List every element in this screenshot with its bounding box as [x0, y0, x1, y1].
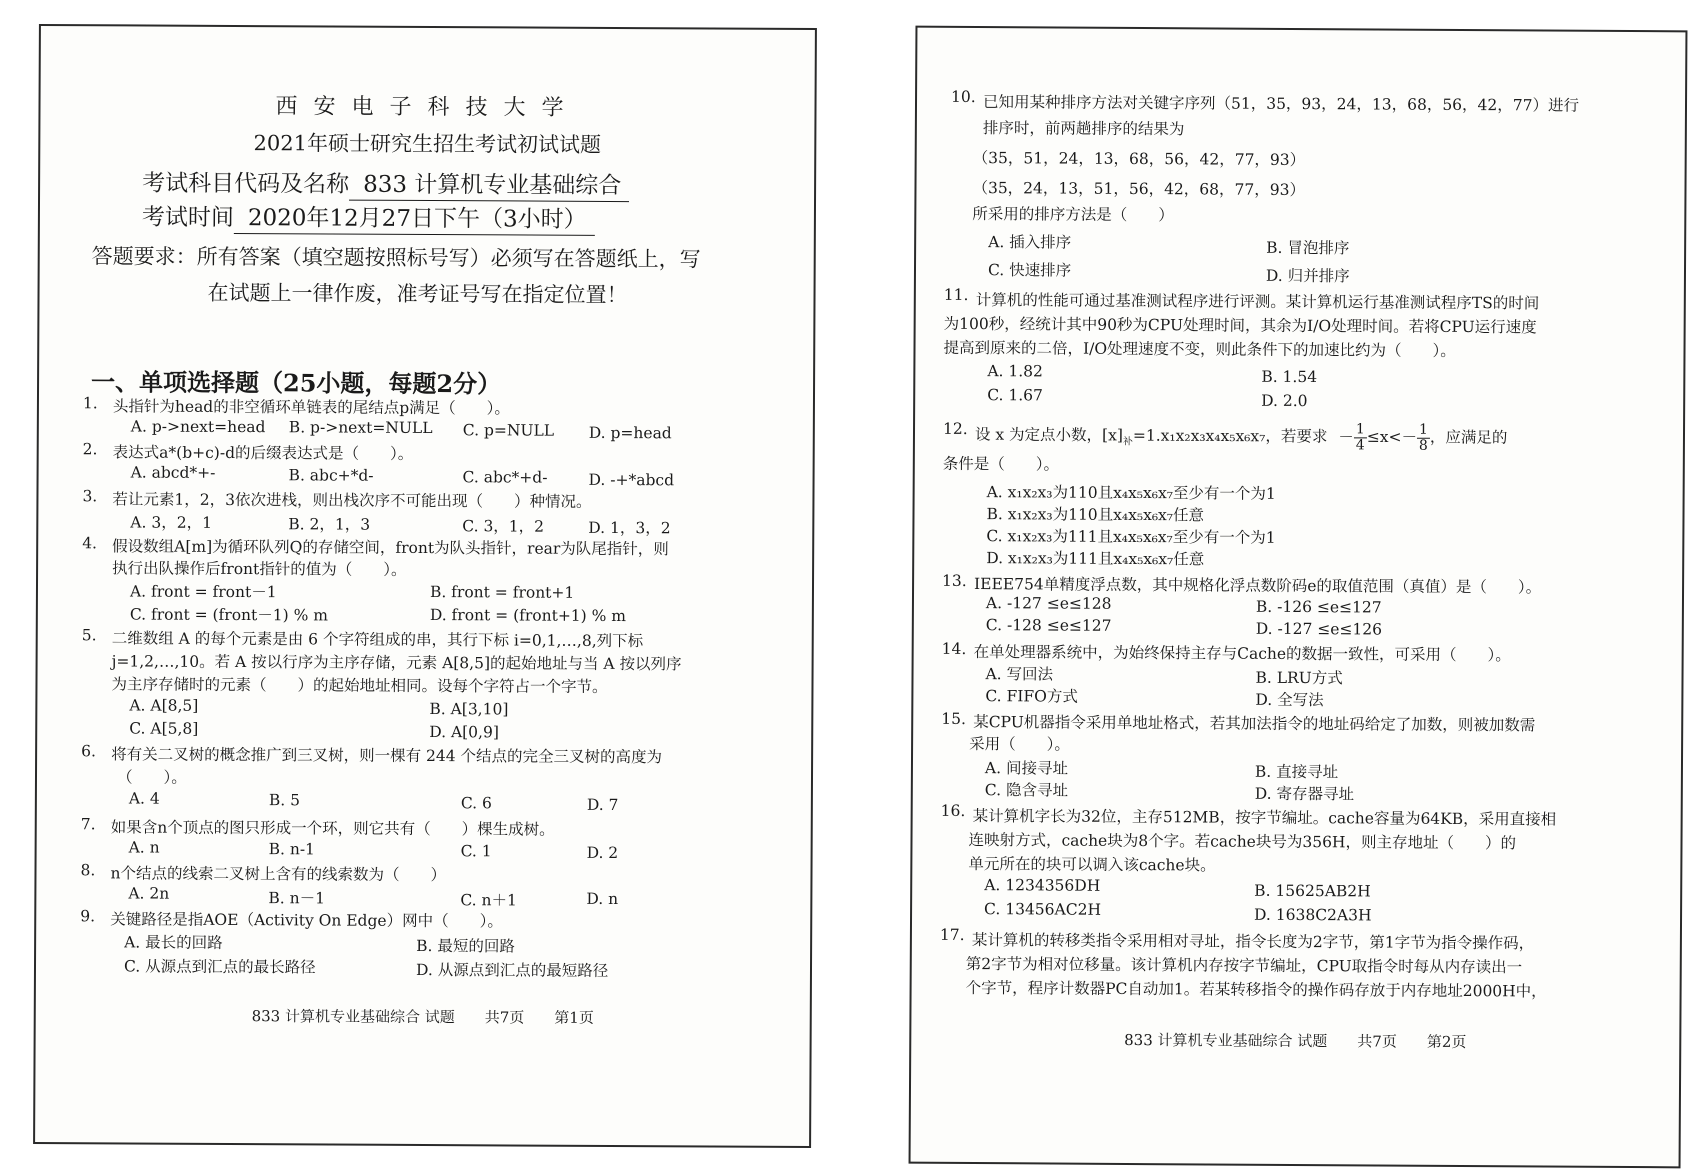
option: B. 直接寻址	[1254, 762, 1339, 782]
option: D. -+*abcd	[588, 470, 675, 490]
option: C. 1.67	[987, 386, 1043, 405]
question-text: 已知用某种排序方法对关键字序列（51，35，93，24，13，68，56，42，77）进行	[982, 93, 1580, 115]
option: A. -127 ≤e≤128	[985, 594, 1112, 613]
option: A. 最长的回路	[124, 933, 223, 952]
page-footer: 833 计算机专业基础综合 试题 共7页 第1页	[251, 1007, 594, 1027]
question-number: 17.	[939, 925, 965, 944]
university-name: 西安电子科技大学	[275, 94, 580, 121]
question-text: 为主序存储时的元素（ ）的起始地址相同。设每个字符占一个字节。	[111, 675, 608, 696]
option: C. 隐含寻址	[984, 781, 1069, 800]
question-text: 某CPU机器指令采用单地址格式，若其加法指令的地址码给定了加数，则被加数需	[973, 713, 1536, 735]
question-number: 10.	[950, 87, 976, 107]
option: A. front = front－1	[129, 582, 277, 602]
question-text: 设 x 为定点小数，$[x]_补=1.x_1x_2x_3x_4x_5x_6x_7$，若要求 － $\frac{1}{4}$ ≤x<－ $\frac{1}{8}$ ，应满足的	[974, 421, 1508, 454]
q12-text-pre: 设 x 为定点小数，[x]	[974, 425, 1123, 445]
question-number: 14.	[941, 639, 967, 658]
question-number: 11.	[943, 285, 969, 304]
option: A. 插入排序	[988, 233, 1072, 252]
option: C. FIFO方式	[985, 687, 1078, 706]
question-number: 6.	[81, 742, 96, 761]
option: B. n－1	[268, 889, 326, 908]
question-text: （35，24，13，51，56，42，68，77，93）	[972, 179, 1306, 200]
question-text: IEEE754单精度浮点数，其中规格化浮点数阶码e的取值范围（真值）是（ ）。	[974, 575, 1542, 597]
time-label: 考试时间	[141, 204, 234, 231]
fraction-eighth: $\frac{1}{8}$	[1418, 421, 1429, 454]
question-list-page-2	[917, 28, 1685, 1001]
option: C. 1	[460, 842, 492, 861]
subject-value: 833 计算机专业基础综合	[349, 166, 629, 202]
option: B. 5	[268, 791, 301, 810]
q12-mid: ≤x<	[1366, 427, 1402, 447]
option: D. p=head	[588, 423, 672, 443]
option: A. x₁x₂x₃为110且x₄x₅x₆x₇至少有一个为1	[986, 483, 1276, 503]
option: C. p=NULL	[462, 421, 555, 440]
question-text: 提高到原来的二倍，I/O处理速度不变，则此条件下的加速比约为（ ）。	[943, 338, 1456, 360]
option: A. 1.82	[987, 362, 1043, 381]
option: C. 6	[460, 794, 492, 813]
option: B. 最短的回路	[416, 936, 515, 956]
question-number: 8.	[80, 861, 96, 880]
option: D. 归并排序	[1265, 266, 1350, 286]
option: D. x₁x₂x₃为111且x₄x₅x₆x₇任意	[986, 549, 1205, 569]
question-text: 条件是（ ）。	[942, 454, 1060, 474]
option: B. LRU方式	[1255, 668, 1343, 688]
question-text: 计算机的性能可通过基准测试程序进行评测。某计算机运行基准测试程序TS的时间	[975, 291, 1540, 313]
option: C. 3，1，2	[462, 517, 545, 536]
option: B. abc+*d-	[288, 466, 374, 485]
question-number: 5.	[81, 626, 97, 645]
option: D. 寄存器寻址	[1254, 784, 1355, 804]
question-number: 3.	[82, 487, 98, 506]
question-text: 在单处理器系统中，为始终保持主存与Cache的数据一致性，可采用（ ）。	[973, 643, 1511, 665]
option: B. front = front+1	[429, 583, 575, 602]
requirement-line-2: 在试题上一律作废，准考证号写在指定位置！	[207, 280, 628, 308]
question-text: 为100秒，经统计其中90秒为CPU处理时间，其余为I/O处理时间。若将CPU运行速度	[943, 314, 1537, 337]
exam-title: 2021年硕士研究生招生考试初试试题	[253, 131, 602, 157]
option: D. 1，3，2	[588, 518, 671, 538]
option: C. front = (front－1) % m	[129, 605, 329, 625]
option: C. 13456AC2H	[984, 900, 1102, 919]
option: D. front = (front+1) % m	[429, 606, 627, 626]
option: B. 1.54	[1261, 367, 1318, 387]
question-text: （35，51，24，13，68，56，42，77，93）	[972, 149, 1306, 170]
question-text: j=1,2,…,10。若 A 按以行序为主序存储，元素 A[8,5]的起始地址与当 A 按以列序	[111, 652, 682, 674]
option: D. 1638C2A3H	[1254, 905, 1372, 925]
question-number: 16.	[940, 801, 966, 820]
option: A. 2n	[128, 884, 170, 903]
section-title: 一、单项选择题（25小题，每题2分）	[90, 367, 502, 399]
question-text: 假设数组A[m]为循环队列Q的存储空间，front为队头指针，rear为队尾指针，则	[112, 537, 669, 559]
question-number: 4.	[82, 534, 98, 553]
subject-line	[142, 165, 629, 203]
option: C. 快速排序	[987, 261, 1072, 280]
question-text: 如果含n个顶点的图只形成一个环，则它共有（ ）棵生成树。	[110, 818, 555, 839]
subject-label: 考试科目代码及名称	[142, 170, 350, 198]
question-text: 头指针为head的非空循环单链表的尾结点p满足（ ）。	[112, 397, 510, 418]
question-text: 单元所在的块可以调入该cache块。	[968, 854, 1216, 875]
exam-page-2	[909, 26, 1688, 1169]
question-text: 某计算机的转移类指令采用相对寻址，指令长度为2字节，第1字节为指令操作码，	[971, 931, 1535, 953]
option: C. -128 ≤e≤127	[985, 616, 1112, 635]
option: D. A[0,9]	[429, 723, 499, 742]
question-text: 表达式a*(b+c)-d的后缀表达式是（ ）。	[112, 443, 414, 463]
fraction-quarter: $\frac{1}{4}$	[1355, 421, 1365, 454]
q12-bits: =1.x₁x₂x₃x₄x₅x₆x₇，若要求	[1132, 426, 1328, 446]
option: B. x₁x₂x₃为110且x₄x₅x₆x₇任意	[986, 505, 1205, 525]
question-number: 7.	[80, 815, 96, 834]
question-number: 1.	[82, 394, 98, 413]
question-text: 执行出队操作后front指针的值为（ ）。	[112, 559, 407, 579]
option: A. A[8,5]	[129, 696, 199, 715]
question-text: 所采用的排序方法是（ ）	[972, 205, 1174, 225]
option: B. p->next=NULL	[288, 418, 433, 438]
option: B. -126 ≤e≤127	[1255, 597, 1382, 617]
option: A. p->next=head	[130, 417, 266, 437]
option: B. 15625AB2H	[1254, 881, 1371, 901]
option: D. 从源点到汇点的最短路径	[415, 960, 609, 980]
option: C. x₁x₂x₃为111且x₄x₅x₆x₇至少有一个为1	[986, 527, 1276, 547]
time-value: 2020年12月27日下午（3小时）	[234, 199, 595, 236]
option: D. 7	[586, 795, 619, 815]
option: D. 2	[586, 843, 619, 863]
question-text: 排序时，前两趟排序的结果为	[982, 119, 1185, 139]
question-text: n个结点的线索二叉树上含有的线索数为（ ）	[110, 864, 447, 885]
option: A. 间接寻址	[984, 759, 1069, 778]
option: B. 冒泡排序	[1266, 238, 1350, 258]
option: D. 全写法	[1255, 690, 1324, 710]
option: A. abcd*+-	[130, 463, 216, 482]
question-number: 12.	[942, 419, 968, 438]
option: A. n	[128, 838, 160, 857]
q12-post: ，应满足的	[1429, 428, 1508, 447]
requirement-line-1: 答题要求：所有答案（填空题按照标号写）必须写在答题纸上，写	[91, 244, 701, 272]
option: B. A[3,10]	[429, 700, 509, 719]
option: D. 2.0	[1261, 391, 1308, 411]
question-text: 将有关二叉树的概念推广到三叉树，则一棵有 244 个结点的完全三叉树的高度为	[111, 745, 663, 767]
option: A. 4	[128, 789, 160, 808]
page-footer: 833 计算机专业基础综合 试题 共7页 第2页	[1124, 1030, 1467, 1052]
question-number: 2.	[82, 440, 98, 459]
option: D. n	[586, 889, 619, 909]
option: C. 从源点到汇点的最长路径	[123, 957, 316, 977]
option: C. n＋1	[460, 891, 517, 910]
q12-subscript: 补	[1122, 436, 1133, 448]
answer-requirements	[91, 238, 781, 314]
question-text: 某计算机字长为32位，主存512MB，按字节编址。cache容量为64KB，采用直接相	[972, 807, 1557, 829]
exam-page-1	[33, 24, 817, 1148]
question-number: 15.	[941, 709, 966, 728]
option: C. A[5,8]	[129, 719, 199, 738]
option: D. -127 ≤e≤126	[1255, 619, 1383, 639]
question-text: 采用（ ）。	[969, 734, 1070, 754]
question-text: 连映射方式，cache块为8个字。若cache块号为356H，则主存地址（ ）的	[968, 830, 1517, 853]
option: B. 2，1，3	[288, 515, 371, 534]
question-number: 13.	[942, 571, 967, 590]
question-text: 关键路径是指AOE（Activity On Edge）网中（ ）。	[110, 910, 503, 931]
question-text: 个字节，程序计数器PC自动加1。若某转移指令的操作码存放于内存地址2000H中，	[965, 978, 1547, 1001]
option: A. 1234356DH	[984, 876, 1101, 895]
question-text: 二维数组 A 的每个元素是由 6 个字符组成的串，其行下标 i=0,1,…,8,列下标	[111, 629, 644, 651]
question-text: 若让元素1，2，3依次进栈，则出栈次序不可能出现（ ）种情况。	[112, 490, 592, 511]
option: A. 3，2，1	[130, 513, 213, 532]
option: B. n-1	[268, 840, 315, 859]
question-text: 第2字节为相对位移量。该计算机内存按字节编址，CPU取指令时每从内存读出一	[965, 954, 1523, 977]
option: A. 写回法	[985, 665, 1054, 684]
time-line	[142, 199, 595, 236]
question-text: （ ）。	[116, 768, 187, 787]
question-number: 9.	[80, 907, 96, 926]
option: C. abc*+d-	[462, 468, 548, 487]
